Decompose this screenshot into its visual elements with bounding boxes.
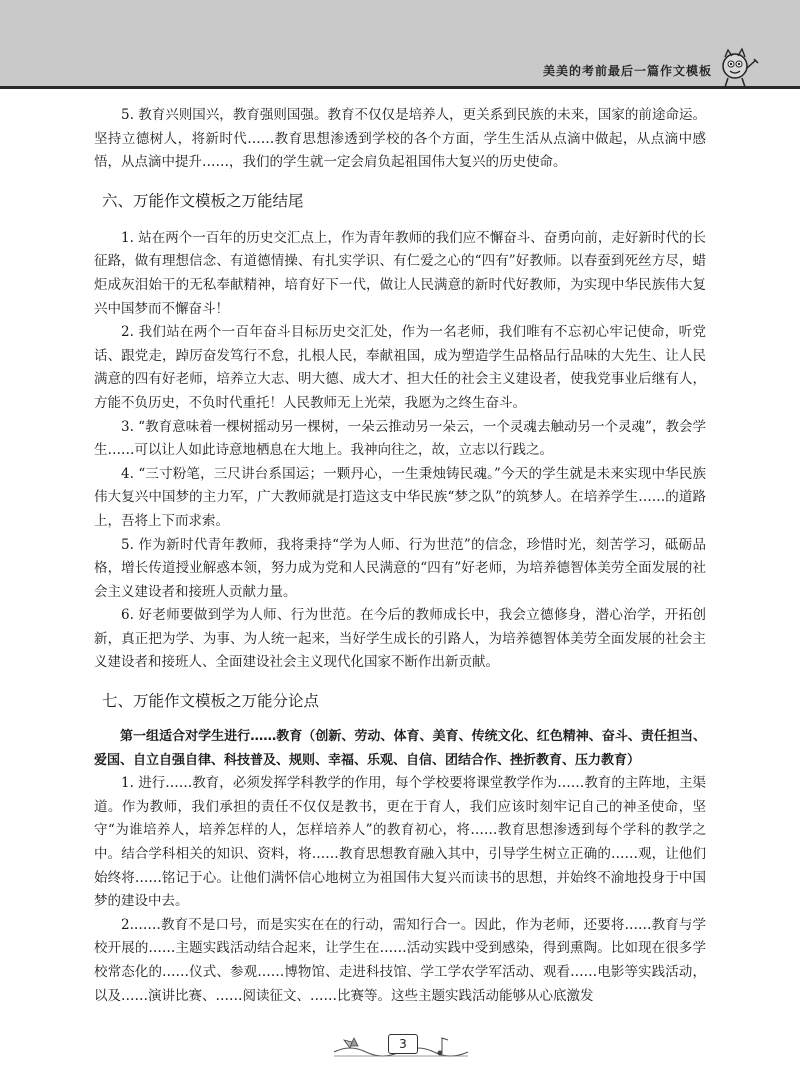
section7-paragraph-1: 1. 进行……教育，必须发挥学科教学的作用，每个学校要将课堂教学作为……教育的主阵地，主渠道。作为教师，我们承担的责任不仅仅是教书，更在于育人，我们应该时刻牢记自己的神圣使命，坚守“为谁培养人，培养怎样的人，怎样培养人”的教育初心，将……教育思想渗透到每个学科的教学之中。结合学科相关的知识、资料，将……教育思想教育融入其中，引导学生树立正确的……观，让他们始终将……铭记于心。让他们满怀信心地树立为祖国伟大复兴而读书的思想，并始终不渝地投身于中国梦的建设中去。: [94, 775, 706, 910]
section6-heading: 六、万能作文模板之万能结尾: [102, 191, 304, 210]
page-number: 3: [388, 1034, 418, 1054]
section6-paragraph-5: 5. 作为新时代青年教师，我将秉持“学为人师、行为世范”的信念，珍惜时光，刻苦学习，砥砺品格，增长传道授业解惑本领，努力成为党和人民满意的“四有”好老师，为培养德智体美劳全面发展的社会主义建设者和接班人贡献力量。: [94, 536, 706, 600]
mascot-icon: [714, 44, 760, 90]
section6-paragraph-2: 2. 我们站在两个一百年奋斗目标历史交汇处，作为一名老师，我们唯有不忘初心牢记使命，听党话、跟党走，踔厉奋发笃行不怠，扎根人民，奉献祖国，成为塑造学生品格品行品味的大先生、让人民满意的四有好老师，培养立大志、明大德、成大才、担大任的社会主义建设者，使我党事业后继有人，方能不负历史，不负时代重托！人民教师无上光荣，我愿为之终生奋斗。: [94, 324, 706, 411]
section6-paragraph-4: 4. “三寸粉笔，三尺讲台系国运；一颗丹心，一生秉烛铸民魂。”今天的学生就是未来实现中华民族伟大复兴中国梦的主力军，广大教师就是打造这支中华民族“梦之队”的筑梦人。在培养学生……的道路上，吾将上下而求索。: [94, 465, 706, 529]
paragraph-item5-prev: 5. 教育兴则国兴，教育强则国强。教育不仅仅是培养人，更关系到民族的未来，国家的前途命运。坚持立德树人，将新时代……教育思想渗透到学校的各个方面，学生生活从点滴中做起，从点滴中感悟，从点滴中提升……，我们的学生就一定会肩负起祖国伟大复兴的历史使命。: [94, 107, 706, 171]
section6-paragraph-3: 3. “教育意味着一棵树摇动另一棵树，一朵云推动另一朵云，一个灵魂去触动另一个灵魂”，教会学生……可以让人如此诗意地栖息在大地上。我神向往之，故，立志以行践之。: [94, 418, 706, 459]
page-content: [94, 104, 706, 1008]
section7-group-title: 第一组适合对学生进行……教育（创新、劳动、体育、美育、传统文化、红色精神、奋斗、责任担当、爱国、自立自强自律、科技普及、规则、幸福、乐观、自信、团结合作、挫折教育、压力教育）: [94, 729, 706, 768]
header-divider: [0, 86, 800, 89]
section6-paragraph-6: 6. 好老师要做到学为人师、行为世范。在今后的教师成长中，我会立德修身，潜心治学，开拓创新，真正把为学、为事、为人统一起来，当好学生成长的引路人，为培养德智体美劳全面发展的社会主义建设者和接班人、全面建设社会主义现代化国家不断作出新贡献。: [94, 607, 706, 671]
running-header-title: 美美的考前最后一篇作文模板: [542, 64, 712, 78]
section7-heading: 七、万能作文模板之万能分论点: [102, 692, 320, 711]
section7-paragraph-2: 2.……教育不是口号，而是实实在在的行动，需知行合一。因此，作为老师，还要将……教育与学校开展的……主题实践活动结合起来，让学生在……活动实践中受到感染，得到熏陶。比如现在很多学校常态化的……仪式、参观……博物馆、走进科技馆、学工学农学军活动、观看……电影等实践活动，以及……演讲比赛、……阅读征文、……比赛等。这些主题实践活动能够从心底激发: [94, 916, 706, 1004]
section6-paragraph-1: 1. 站在两个一百年的历史交汇点上，作为青年教师的我们应不懈奋斗、奋勇向前，走好新时代的长征路，做有理想信念、有道德情操、有扎实学识、有仁爱之心的“四有”好教师。以春蚕到死丝方尽，蜡炬成灰泪始干的无私奉献精神，培育好下一代，做让人民满意的新时代好教师，为实现中华民族伟大复兴中国梦而不懈奋斗！: [94, 229, 706, 317]
